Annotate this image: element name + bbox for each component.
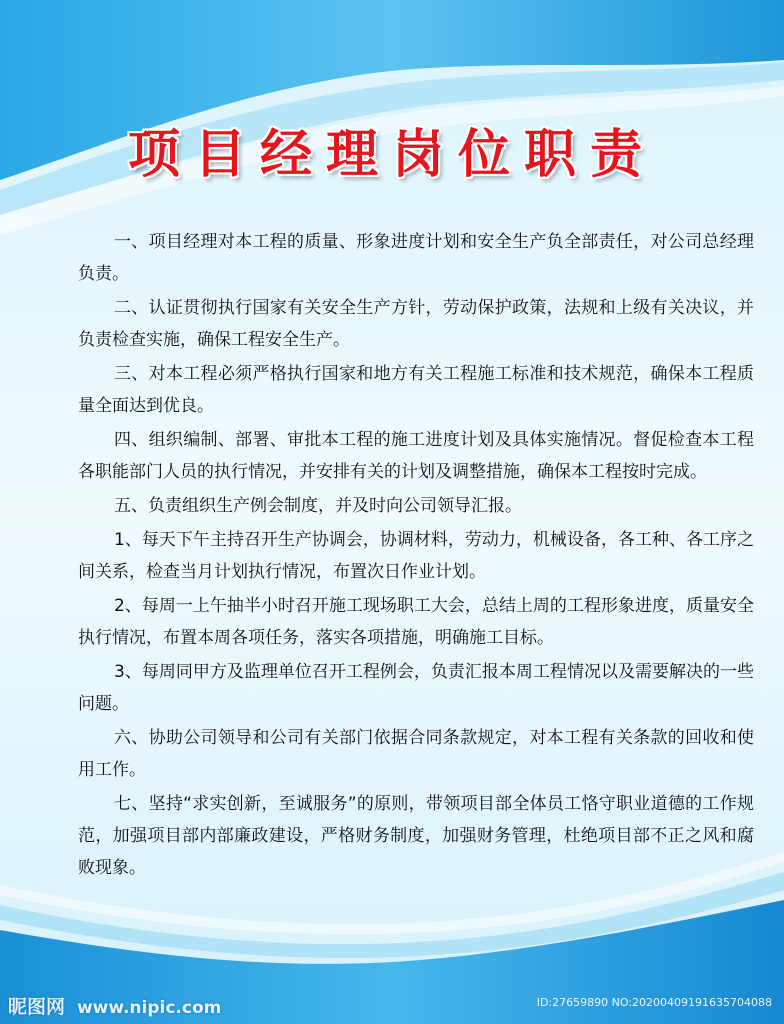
- watermark-url: www.nipic.com: [76, 998, 222, 1018]
- duty-list: [78, 226, 754, 886]
- duty-item-5: 五、负责组织生产例会制度，并及时向公司领导汇报。: [114, 496, 522, 516]
- duty-item-4: 四、组织编制、部署、审批本工程的施工进度计划及具体实施情况。督促检查本工程各职能部门人员的执行情况，并安排有关的计划及调整措施，确保本工程按时完成。: [78, 430, 754, 482]
- page-title: 项目经理岗位职责: [127, 125, 656, 185]
- duty-item-1: 一、项目经理对本工程的质量、形象进度计划和安全生产负全部责任，对公司总经理负责。: [78, 232, 754, 284]
- watermark-brand: 昵图网: [8, 996, 66, 1018]
- duty-item-7: 七、坚持“求实创新，至诚服务”的原则，带领项目部全体员工恪守职业道德的工作规范，加强项目部内部廉政建设，严格财务制度，加强财务管理，杜绝项目部不正之风和腐败现象。: [78, 794, 754, 878]
- duty-subitem-5-3: 3、每周同甲方及监理单位召开工程例会，负责汇报本周工程情况以及需要解决的一些问题。: [78, 662, 754, 714]
- duty-subitem-5-1: 1、每天下午主持召开生产协调会，协调材料，劳动力，机械设备，各工种、各工序之间关系，检查当月计划执行情况，布置次日作业计划。: [78, 530, 754, 582]
- duty-item-2: 二、认证贯彻执行国家有关安全生产方针，劳动保护政策，法规和上级有关决议，并负责检查实施，确保工程安全生产。: [78, 298, 754, 350]
- duty-item-6: 六、协助公司领导和公司有关部门依据合同条款规定，对本工程有关条款的回收和使用工作。: [78, 728, 754, 780]
- duty-subitem-5-2: 2、每周一上午抽半小时召开施工现场职工大会，总结上周的工程形象进度，质量安全执行情况，布置本周各项任务，落实各项措施，明确施工目标。: [78, 596, 754, 648]
- watermark-logo: [8, 992, 221, 1019]
- duty-item-3: 三、对本工程必须严格执行国家和地方有关工程施工标准和技术规范，确保本工程质量全面达到优良。: [78, 364, 754, 416]
- watermark-id: ID:27659890 NO:20200409191635704088: [536, 996, 772, 1009]
